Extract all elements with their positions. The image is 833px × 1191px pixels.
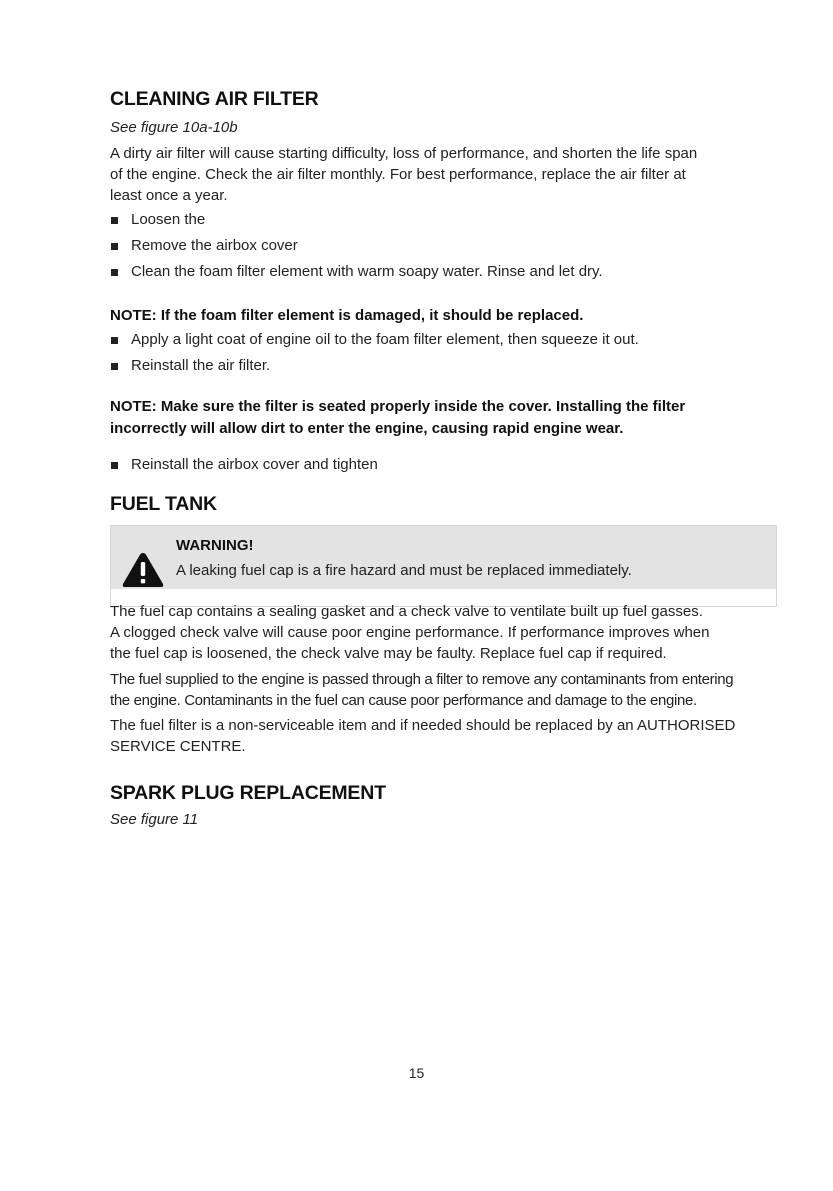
cleaning-steps-list-c — [110, 455, 378, 481]
paragraph-line: the engine. Contaminants in the fuel can cause poor performance and damage to the engine. — [110, 692, 697, 709]
spark-plug-figure-reference: See figure 11 — [110, 811, 199, 828]
paragraph-line: SERVICE CENTRE. — [110, 738, 246, 755]
fuel-cap-paragraph — [110, 601, 709, 664]
paragraph-line: A clogged check valve will cause poor engine performance. If performance improves when — [110, 624, 710, 641]
fuel-supply-paragraph — [110, 669, 733, 711]
cleaning-figure-reference: See figure 10a-10b — [110, 119, 238, 136]
fuel-tank-heading: FUEL TANK — [110, 493, 217, 515]
list-item: Clean the foam filter element with warm soapy water. Rinse and let dry. — [110, 262, 603, 288]
cleaning-steps-list-a — [110, 210, 603, 288]
fuel-filter-paragraph — [110, 715, 735, 757]
cleaning-steps-list-b — [110, 330, 639, 382]
paragraph-line: The fuel supplied to the engine is passed through a filter to remove any contaminants from entering — [110, 671, 734, 688]
warning-triangle-icon — [121, 551, 165, 589]
list-item: Remove the airbox cover — [110, 236, 603, 262]
cleaning-intro-paragraph — [110, 143, 697, 206]
list-item: Reinstall the air filter. — [110, 356, 639, 382]
spark-plug-heading: SPARK PLUG REPLACEMENT — [110, 782, 386, 804]
list-item: Apply a light coat of engine oil to the foam filter element, then squeeze it out. — [110, 330, 639, 356]
foam-filter-note: NOTE: If the foam filter element is damaged, it should be replaced. — [110, 307, 584, 324]
paragraph-line: the fuel cap is loosened, the check valve may be faulty. Replace fuel cap if required. — [110, 645, 667, 662]
paragraph-line: A dirty air filter will cause starting difficulty, loss of performance, and shorten the life span — [110, 145, 698, 162]
list-item: Loosen the — [110, 210, 603, 236]
list-item: Reinstall the airbox cover and tighten — [110, 455, 378, 481]
page-number: 15 — [408, 1065, 425, 1081]
paragraph-line: The fuel cap contains a sealing gasket and a check valve to ventilate built up fuel gasses. — [110, 603, 703, 620]
cleaning-air-filter-heading: CLEANING AIR FILTER — [110, 88, 319, 110]
paragraph-line: The fuel filter is a non-serviceable item and if needed should be replaced by an AUTHORISED — [110, 717, 736, 734]
warning-shaded-band — [111, 526, 776, 589]
warning-text: A leaking fuel cap is a fire hazard and must be replaced immediately. — [176, 562, 632, 579]
paragraph-line: of the engine. Check the air filter monthly. For best performance, replace the air filter at — [110, 166, 686, 183]
warning-box — [110, 525, 777, 607]
paragraph-line: least once a year. — [110, 187, 228, 204]
note-line: NOTE: Make sure the filter is seated properly inside the cover. Installing the filter — [110, 398, 686, 415]
filter-seating-note — [110, 396, 685, 440]
note-line: incorrectly will allow dirt to enter the engine, causing rapid engine wear. — [110, 420, 624, 437]
warning-title: WARNING! — [176, 537, 254, 554]
